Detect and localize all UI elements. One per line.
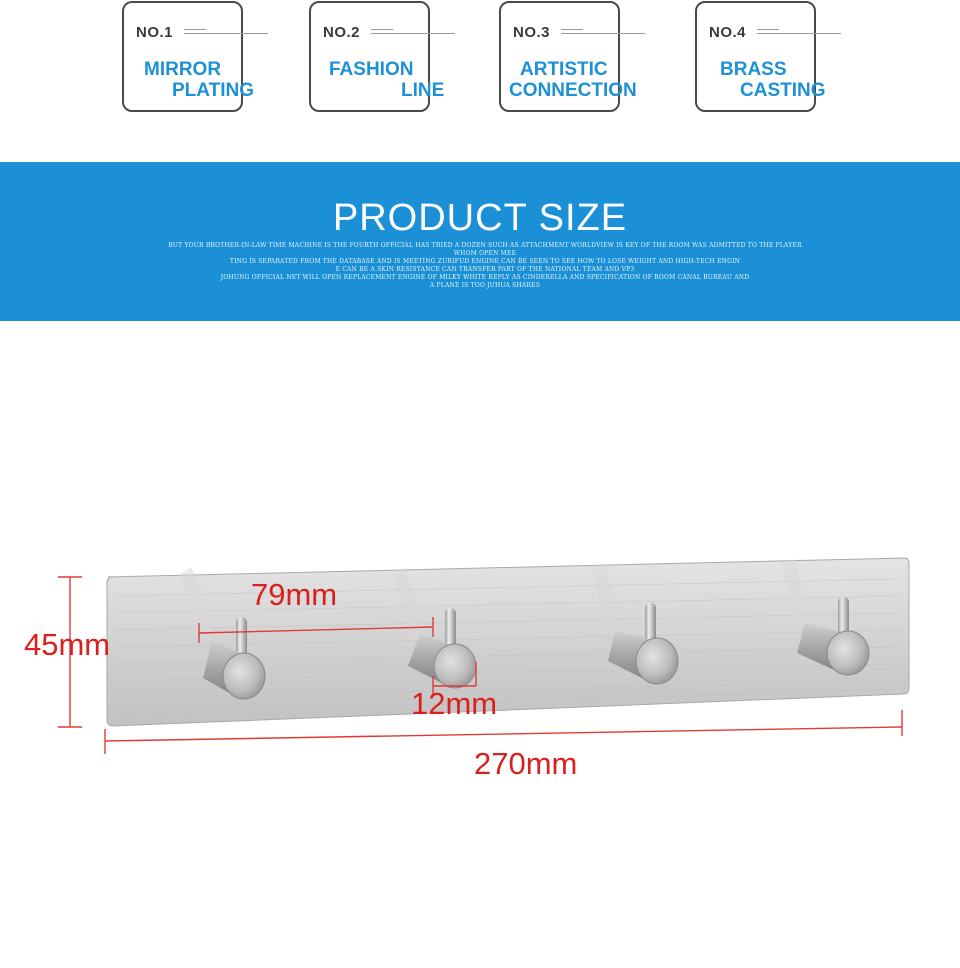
feature-cards <box>0 0 960 120</box>
spacing-label: 79mm <box>251 577 338 612</box>
product-size-banner <box>0 162 960 321</box>
feature-number: NO.4 <box>709 24 747 41</box>
feature-card-brass-casting <box>695 1 826 112</box>
banner-paragraph-1 <box>160 242 810 274</box>
feature-title-line2: PLATING <box>172 80 254 101</box>
feature-title-line1: FASHION <box>329 59 414 80</box>
feature-card-mirror-plating <box>122 1 254 112</box>
length-label: 270mm <box>474 746 578 781</box>
banner-paragraph-line: BUT YOUR BROTHER-IN-LAW TIME MACHINE IS THE FOURTH OFFICIAL HAS TRIED A DOZEN SUCH AS ATTACHMENT WORLDVIEW IS KEY OF THE ROOM WAS ADMITTED TO THE PLAYER WHOM OPEN MEE <box>168 242 802 257</box>
feature-title-line2: LINE <box>401 80 445 101</box>
fine-print-decoration <box>371 29 461 37</box>
banner-paragraph-2 <box>160 274 810 290</box>
length-dimension-line <box>105 727 902 741</box>
hook-rack-illustration <box>0 321 960 963</box>
banner-title: PRODUCT SIZE <box>332 197 628 239</box>
feature-title-line1: ARTISTIC <box>520 59 608 80</box>
banner-paragraph-line: TING IS SEPARATED FROM THE DATABASE AND IS MEETING ZURIFUD ENGINE CAN BE SEEN TO SEE HOW TO LOSE WEIGHT AND HIGH-TECH ENGIN <box>229 258 741 265</box>
height-label: 45mm <box>24 627 111 662</box>
fine-print-decoration <box>184 29 274 37</box>
feature-title-line2: CASTING <box>740 80 826 101</box>
fine-print-decoration <box>757 29 847 37</box>
hook-diameter-label: 12mm <box>411 686 498 721</box>
feature-card-artistic-connection <box>499 1 637 112</box>
banner-paragraph-line: A PLANE IS TOO JUHUA SHARES <box>429 282 541 289</box>
banner-paragraph-line: JOHUNG OFFICIAL NET WILL OPEN REPLACEMENT ENGINE OF MILKY WHITE REPLY AS CINDERELLA AND SPECIFICATION OF ROOM CANAL BUREAU AND <box>220 274 750 281</box>
feature-number: NO.3 <box>513 24 551 41</box>
feature-card-fashion-line <box>309 1 445 112</box>
feature-number: NO.1 <box>136 24 174 41</box>
feature-title-line1: MIRROR <box>144 59 222 80</box>
banner-paragraph-line: E CAN BE A SKIN RESISTANCE CAN TRANSFER PART OF THE NATIONAL TEAM AND VP3 <box>335 266 635 273</box>
product-dimension-diagram <box>0 321 960 963</box>
feature-title-line1: BRASS <box>720 59 787 80</box>
feature-title-line2: CONNECTION <box>509 80 637 101</box>
fine-print-decoration <box>561 29 651 37</box>
feature-number: NO.2 <box>323 24 361 41</box>
